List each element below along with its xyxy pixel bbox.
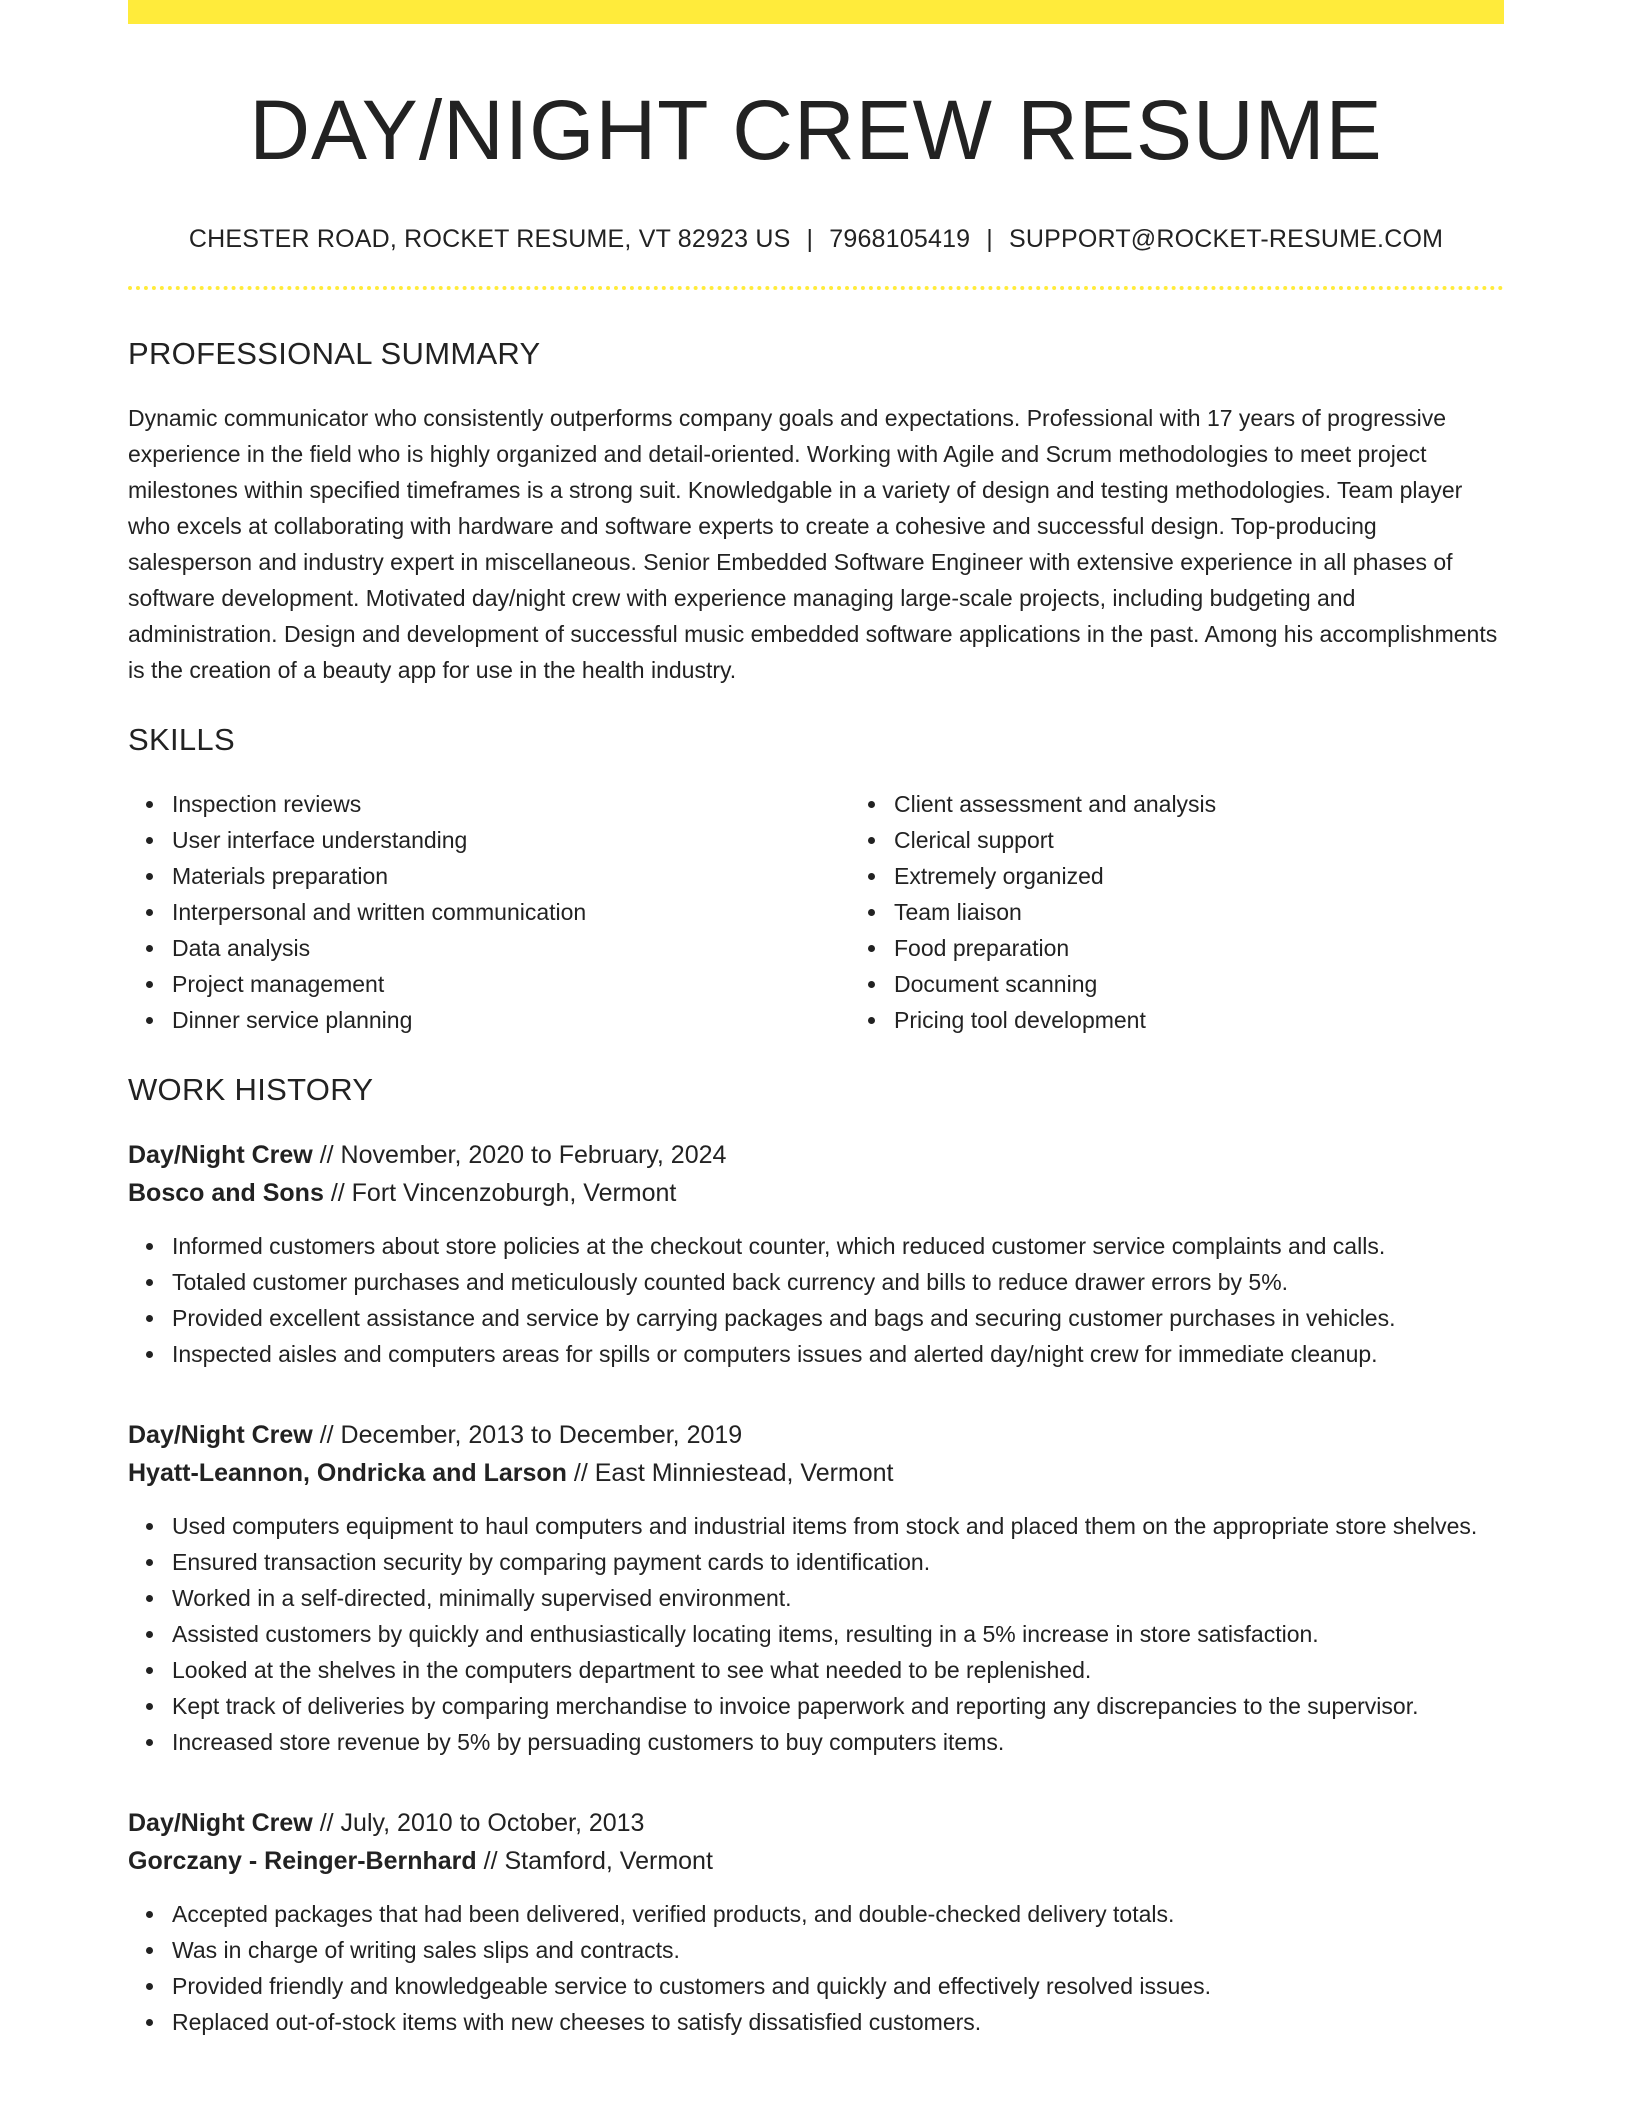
skill-item: Pricing tool development [894,1002,1504,1038]
job-entry [128,1136,1504,1372]
duty-item: Provided friendly and knowledgeable service to customers and quickly and effectively resolved issues. [172,1968,1504,2004]
contact-separator: | [806,224,814,253]
job-title: Day/Night Crew [128,1420,313,1449]
contact-phone: 7968105419 [829,224,971,253]
summary-text: Dynamic communicator who consistently outperforms company goals and expectations. Professional with 17 years of progressive experience in the field who is highly organized and detail-oriented. Working with Agile and Scrum methodologies to meet project milestones within specified timeframes is a strong suit. Knowledgable in a variety of design and testing methodologies. Team player who excels at collaborating with hardware and software experts to create a cohesive and successful design. Top-producing salesperson and industry expert in miscellaneous. Senior Embedded Software Engineer with extensive experience in all phases of software development. Motivated day/night crew with experience managing large-scale projects, including budgeting and administration. Design and development of successful music embedded software applications in the past. Among his accomplishments is the creation of a beauty app for use in the health industry. [128,404,1498,683]
duty-item: Looked at the shelves in the computers department to see what needed to be replenished. [172,1652,1504,1688]
job-duties [128,1896,1504,2040]
skill-item: Extremely organized [894,858,1504,894]
duty-item: Kept track of deliveries by comparing merchandise to invoice paperwork and reporting any discrepancies to the supervisor. [172,1688,1504,1724]
skill-item: User interface understanding [172,822,850,858]
duty-item: Provided excellent assistance and service by carrying packages and bags and securing customer purchases in vehicles. [172,1300,1504,1336]
job-duties [128,1228,1504,1372]
job-title-line [128,1136,1504,1174]
job-dates: // November, 2020 to February, 2024 [312,1140,727,1169]
skills-column-left [128,786,850,1038]
job-title-line [128,1804,1504,1842]
skill-item: Inspection reviews [172,786,850,822]
page-title: DAY/NIGHT CREW RESUME [249,83,1383,177]
duty-item: Totaled customer purchases and meticulously counted back currency and bills to reduce drawer errors by 5%. [172,1264,1504,1300]
skill-item: Data analysis [172,930,850,966]
duty-item: Was in charge of writing sales slips and contracts. [172,1932,1504,1968]
skills-list [128,786,1504,1038]
duty-item: Accepted packages that had been delivered, verified products, and double-checked delivery totals. [172,1896,1504,1932]
job-company-line [128,1842,1504,1880]
contact-email: SUPPORT@ROCKET-RESUME.COM [1009,224,1444,253]
job-company: Bosco and Sons [128,1178,324,1207]
duty-item: Increased store revenue by 5% by persuading customers to buy computers items. [172,1724,1504,1760]
job-title-line [128,1416,1504,1454]
skill-item: Project management [172,966,850,1002]
dotted-divider [128,286,1504,290]
job-title: Day/Night Crew [128,1808,313,1837]
job-company: Hyatt-Leannon, Ondricka and Larson [128,1458,567,1487]
job-location: // Fort Vincenzoburgh, Vermont [323,1178,677,1207]
skill-item: Team liaison [894,894,1504,930]
resume-page [128,0,1504,2040]
job-title: Day/Night Crew [128,1140,313,1169]
contact-separator: | [986,224,993,253]
job-dates: // July, 2010 to October, 2013 [312,1808,645,1837]
job-dates: // December, 2013 to December, 2019 [312,1420,743,1449]
job-company: Gorczany - Reinger-Bernhard [128,1846,477,1875]
job-duties [128,1508,1504,1760]
skill-item: Clerical support [894,822,1504,858]
duty-item: Used computers equipment to haul computers and industrial items from stock and placed them on the appropriate store shelves. [172,1508,1504,1544]
job-location: // East Minniestead, Vermont [566,1458,894,1487]
duty-item: Ensured transaction security by comparing payment cards to identification. [172,1544,1504,1580]
top-accent-bar [128,0,1504,24]
skill-item: Client assessment and analysis [894,786,1504,822]
skill-item: Food preparation [894,930,1504,966]
duty-item: Informed customers about store policies at the checkout counter, which reduced customer service complaints and calls. [172,1228,1504,1264]
duty-item: Assisted customers by quickly and enthusiastically locating items, resulting in a 5% increase in store satisfaction. [172,1616,1504,1652]
skills-column-right [850,786,1504,1038]
contact-line [128,225,1504,254]
skills-heading: SKILLS [128,721,235,757]
contact-address: CHESTER ROAD, ROCKET RESUME, VT 82923 US [188,224,791,253]
job-company-line [128,1454,1504,1492]
skill-item: Materials preparation [172,858,850,894]
skill-item: Interpersonal and written communication [172,894,850,930]
job-location: // Stamford, Vermont [476,1846,713,1875]
skill-item: Dinner service planning [172,1002,850,1038]
duty-item: Replaced out-of-stock items with new cheeses to satisfy dissatisfied customers. [172,2004,1504,2040]
work-history-heading: WORK HISTORY [128,1071,374,1107]
duty-item: Inspected aisles and computers areas for spills or computers issues and alerted day/night crew for immediate cleanup. [172,1336,1504,1372]
skill-item: Document scanning [894,966,1504,1002]
summary-heading: PROFESSIONAL SUMMARY [128,335,541,371]
job-entry [128,1804,1504,2040]
job-company-line [128,1174,1504,1212]
job-entry [128,1416,1504,1760]
duty-item: Worked in a self-directed, minimally supervised environment. [172,1580,1504,1616]
